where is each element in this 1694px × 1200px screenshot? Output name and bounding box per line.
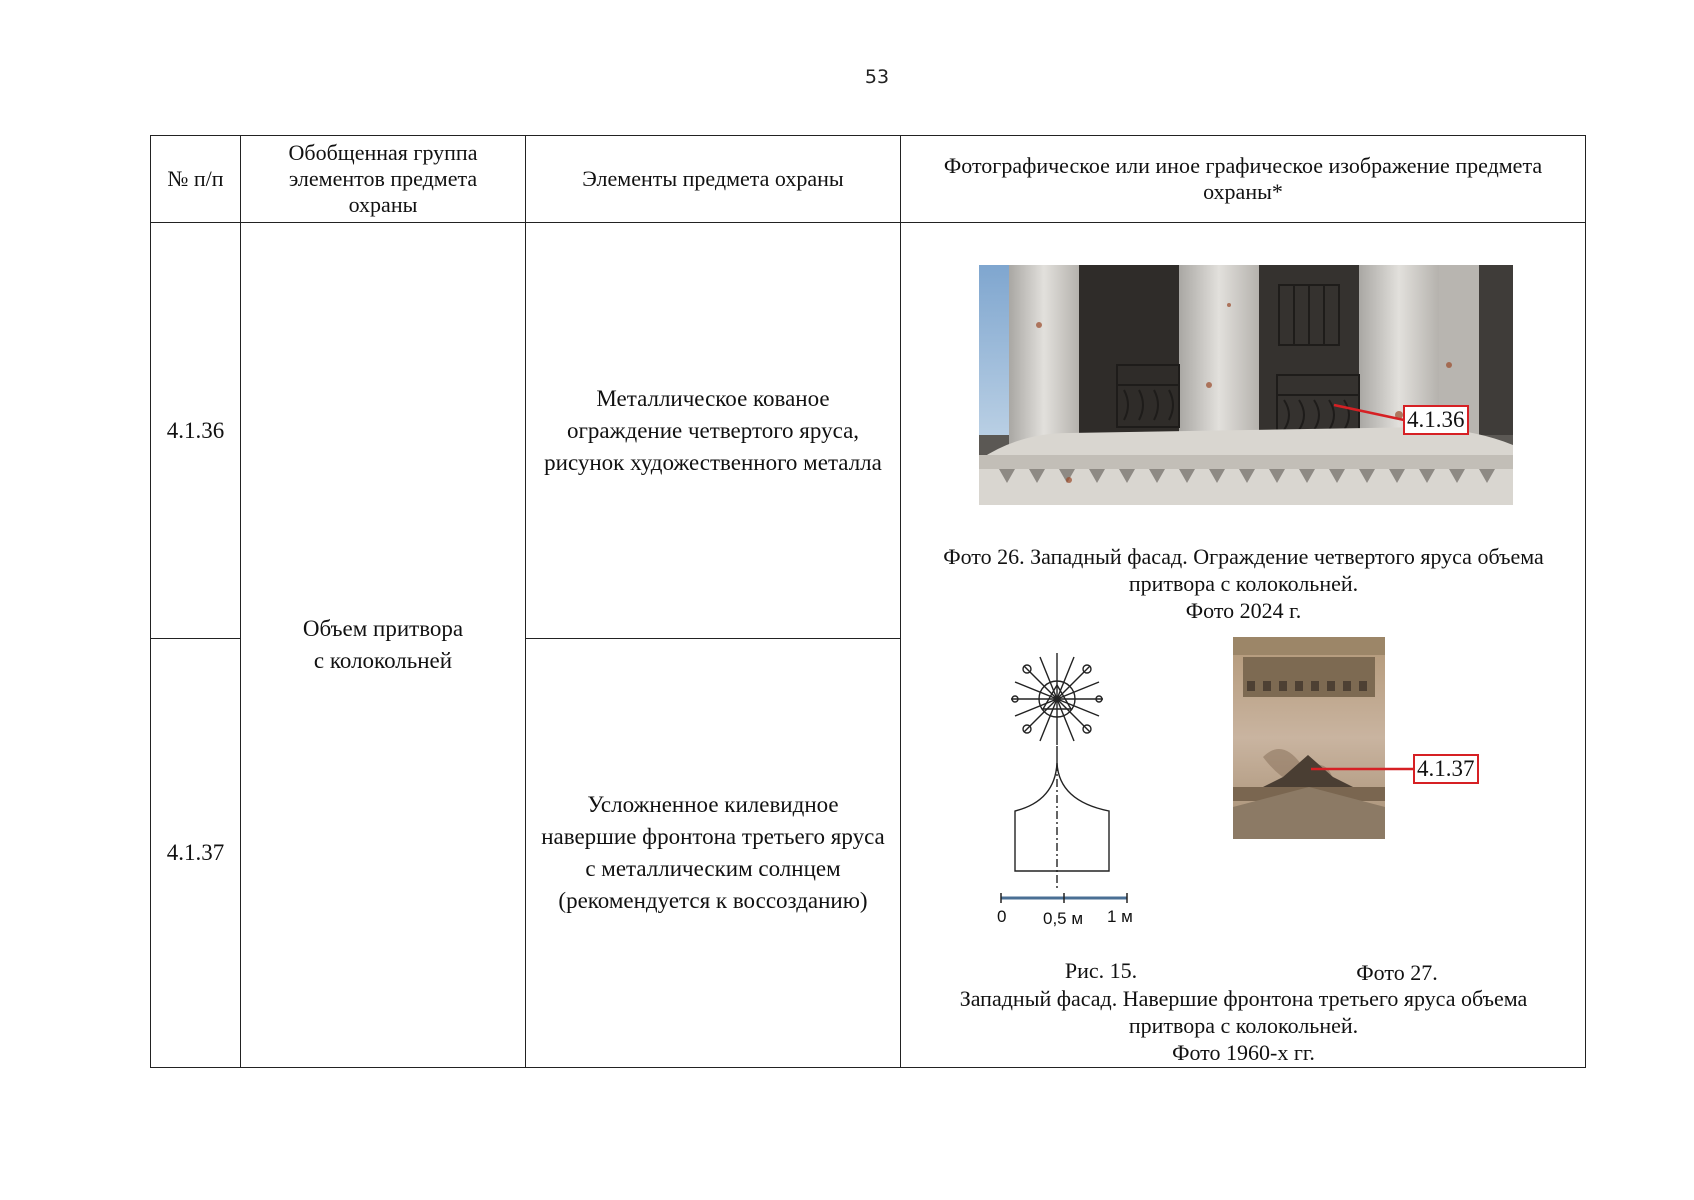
figure-15-scale-label-end: 1 м xyxy=(1107,907,1133,926)
figure-15-label: Рис. 15. xyxy=(1064,958,1138,983)
photo-27-pointer xyxy=(1385,767,1413,773)
figure-15-drawing xyxy=(997,651,1127,891)
element-description: Усложненное килевидное навершие фронтона третьего яруса с металлическим солнцем (рекомендуется к воссозданию) xyxy=(526,639,901,1068)
figure-15-scale-bar xyxy=(999,893,1129,903)
photo-27-title: Фото 27. xyxy=(1356,960,1438,985)
figure-15-scale-label-mid: 0,5 м xyxy=(1043,909,1084,928)
figure-15-scale-label-0: 0 xyxy=(997,907,1007,926)
photo-27 xyxy=(1233,637,1385,839)
photo-26-marker-label: 4.1.36 xyxy=(1403,405,1469,435)
photo-26-caption-line2: притвора с колокольней. xyxy=(1128,571,1359,596)
photo-26-caption-line1: Фото 26. Западный фасад. Ограждение четвертого яруса объема xyxy=(943,544,1544,569)
header-group: Обобщенная группа элементов предмета охраны xyxy=(241,136,526,223)
row-number: 4.1.37 xyxy=(151,639,241,1068)
row-number: 4.1.36 xyxy=(151,223,241,639)
header-number: № п/п xyxy=(151,136,241,223)
protection-table xyxy=(150,135,1586,1068)
page-number: 53 xyxy=(864,66,890,88)
photo-27-marker-label: 4.1.37 xyxy=(1413,754,1479,784)
photo-27-caption-line3: Фото 1960-х гг. xyxy=(1172,1040,1315,1065)
group-cell: Объем притвора с колокольней xyxy=(241,223,526,1068)
table-header-row xyxy=(151,136,1586,223)
photo-26 xyxy=(979,265,1513,505)
element-description: Металлическое кованое ограждение четвертого яруса, рисунок художественного металла xyxy=(526,223,901,639)
photo-26-caption-line3: Фото 2024 г. xyxy=(1185,598,1302,623)
photo-26-caption xyxy=(901,543,1586,624)
photo-27-caption xyxy=(901,985,1586,1066)
table-row xyxy=(151,223,1586,639)
photo-27-caption-line1: Западный фасад. Навершие фронтона третьего яруса объема xyxy=(959,986,1528,1011)
header-image: Фотографическое или иное графическое изображение предмета охраны* xyxy=(901,136,1586,223)
image-cell xyxy=(901,223,1586,1068)
header-elements: Элементы предмета охраны xyxy=(526,136,901,223)
photo-27-caption-line2: притвора с колокольней. xyxy=(1128,1013,1359,1038)
